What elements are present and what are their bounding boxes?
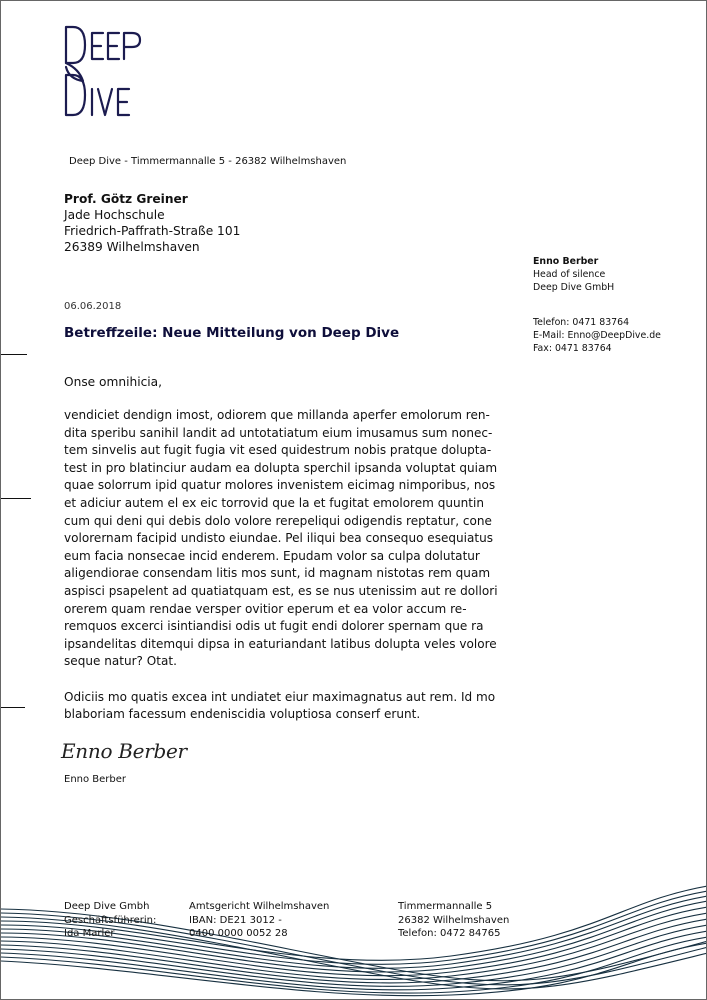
body-line: tem sinvelis aut fugit fugia vit esed quidestrum nobis pratque dolupta-: [64, 443, 492, 458]
handwritten-signature: Enno Berber: [61, 739, 187, 763]
letter-body: [64, 407, 509, 741]
sender-contact-block: [533, 255, 661, 355]
subject-line: Betreffzeile: Neue Mitteilung von Deep Dive: [64, 325, 400, 341]
body-line: quae solorrum ipid quatur molores invenistem eicimag nimporibus, nos: [64, 478, 496, 493]
body-line: test in pro blatinciur audam ea dolupta sperchil ipsanda voluptat quiam: [64, 460, 498, 475]
footer-bank-info: [189, 900, 329, 941]
sender-company: Deep Dive GmbH: [533, 282, 615, 293]
body-line: dita speribu sanihil landit ad untotatiatum eium imusamus sum nonec-: [64, 425, 493, 440]
wave-decoration: [1, 881, 707, 1000]
fold-mark-top: [1, 354, 27, 355]
footer-line: Ida Marler: [64, 928, 115, 939]
footer-address-info: [398, 900, 509, 941]
recipient-name: Prof. Götz Greiner: [64, 192, 188, 206]
salutation: Onse omnihicia,: [64, 375, 163, 389]
letter-date: 06.06.2018: [64, 301, 122, 312]
recipient-organization: Jade Hochschule: [64, 208, 165, 222]
deep-dive-logo: [63, 23, 147, 119]
fold-mark-bottom: [1, 707, 25, 708]
body-line: remquos excerci isintiandisi odis ut fugit endi dolorer spernam que ra: [64, 619, 484, 634]
body-line: et adiciur autem el ex eic torrovid que la et fugitat emolorem quuntin: [64, 495, 484, 510]
body-line: cum qui deni qui debis dolo volore rerepeliqui odigendis reptatur, cone: [64, 513, 492, 528]
recipient-street: Friedrich-Paffrath-Straße 101: [64, 224, 241, 238]
footer-company-info: [64, 900, 156, 941]
sender-phone: Telefon: 0471 83764: [533, 317, 630, 328]
body-line: aligendiorae consendam litis mos sunt, id magnam nistotas rem quam: [64, 566, 491, 581]
body-paragraph-2: [64, 689, 509, 724]
sender-name: Enno Berber: [533, 256, 599, 267]
body-line: Odiciis mo quatis excea int undiatet eiur maximagnatus aut rem. Id mo: [64, 689, 496, 704]
footer-line: IBAN: DE21 3012 -: [189, 914, 282, 926]
body-line: ipsandelitas ditemqui dipsa in eaturiandant latibus dolupta veles volore: [64, 636, 497, 651]
footer-line: Geschäftsführerin:: [64, 914, 157, 926]
recipient-city: 26389 Wilhelmshaven: [64, 240, 200, 254]
recipient-address: [64, 191, 240, 255]
footer-line: 26382 Wilhelmshaven: [398, 914, 510, 926]
footer-line: Telefon: 0472 84765: [398, 928, 501, 939]
footer-line: Deep Dive Gmbh: [64, 901, 150, 912]
body-line: vendiciet dendign imost, odiorem que millanda aperfer emolorum ren-: [64, 408, 490, 422]
punch-mark: [1, 498, 31, 499]
body-line: orerem quam rendae versper ovitior eperum et ea volor accum re-: [64, 601, 467, 616]
body-paragraph-1: [64, 407, 509, 671]
sender-email: E-Mail: Enno@DeepDive.de: [533, 330, 661, 341]
sender-title: Head of silence: [533, 269, 606, 280]
footer-line: Amtsgericht Wilhelmshaven: [189, 901, 330, 912]
sender-fax: Fax: 0471 83764: [533, 343, 612, 354]
body-line: aspisci psapelent ad quatiatquam est, es se nus utenissim aut re dollori: [64, 583, 498, 598]
footer-line: 0400 0000 0052 28: [189, 928, 288, 939]
body-line: blaboriam facessum endeniscidia voluptiosa conserf erunt.: [64, 707, 421, 722]
signatory-name: Enno Berber: [64, 774, 127, 785]
body-line: seque natur? Otat.: [64, 654, 177, 669]
body-line: eum facia nonsecae incid enderem. Epudam volor sa culpa dolutatur: [64, 548, 480, 563]
footer-line: Timmermannalle 5: [398, 901, 493, 912]
sender-address-line: Deep Dive - Timmermannalle 5 - 26382 Wilhelmshaven: [69, 156, 347, 167]
body-line: volorernam facipid undisto eiundae. Pel iliqui bea consequo esequiatus: [64, 531, 494, 546]
